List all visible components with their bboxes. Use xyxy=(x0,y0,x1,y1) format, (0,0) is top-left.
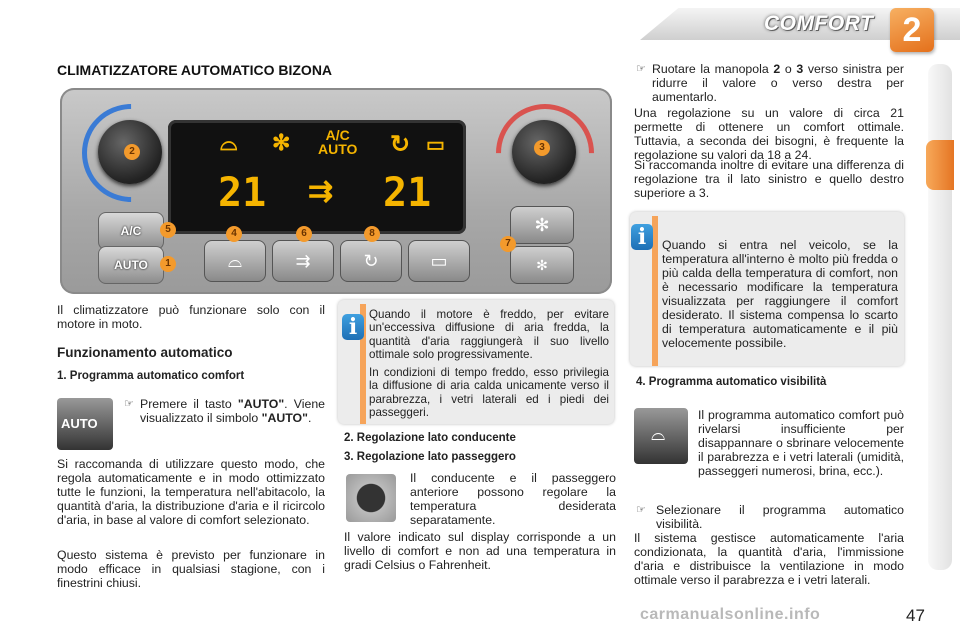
auto-label-1: "AUTO" xyxy=(237,397,285,411)
knob-text: Il conducente e il passeggero anteriore possono regolare la temperatura desiderata separatamente. xyxy=(410,471,616,527)
driver-side-heading: 2. Regolazione lato conducente xyxy=(344,432,516,444)
front-demist-button[interactable] xyxy=(204,240,266,282)
program4-text: Il programma automatico comfort può rivelarsi insufficiente per disappannare o sbrinare velocemente il parabrezza e i vetri laterali (umidità, passeggeri numerosi, brina, ecc.). xyxy=(698,408,904,478)
display-ac-label: A/C xyxy=(325,127,350,143)
rotate-text-a: Ruotare la manopola xyxy=(652,62,774,76)
windscreen-icon: ⌓ xyxy=(220,130,238,155)
intro-text: Il climatizzatore può funzionare solo con il motore in moto. xyxy=(57,303,325,331)
bullet-finger-icon: ☞ xyxy=(636,504,646,516)
marker-7: 7 xyxy=(500,236,516,252)
fan-small-icon: ✻ xyxy=(536,257,548,273)
fan-increase-button[interactable] xyxy=(510,206,574,244)
marker-3: 3 xyxy=(534,140,550,156)
bullet-finger-icon: ☞ xyxy=(636,63,646,75)
col1-para1: Si raccomanda di utilizzare questo modo, che regola automaticamente e in modo ottimizzato tutte le funzioni, la temperatura nell'abitacolo, la quantità d'aria, la distribuzione d'aria e il ricircolo d'aria, in base al valore di comfort selezionato. xyxy=(57,457,325,527)
display-auto-label: AUTO xyxy=(318,141,358,157)
watermark: carmanualsonline.info xyxy=(640,606,821,623)
rotate-knob-2: 2 xyxy=(773,62,781,76)
section-title: COMFORT xyxy=(764,12,874,35)
program4-heading: 4. Programma automatico visibilità xyxy=(636,376,827,388)
tab-comfort[interactable] xyxy=(926,140,954,190)
fan-icon: ✻ xyxy=(272,130,291,155)
air-distribution-icon: ⇉ xyxy=(295,251,311,271)
ac-button[interactable]: A/C xyxy=(98,212,164,250)
marker-5: 5 xyxy=(160,222,176,238)
windscreen-demist-icon: ⌓ xyxy=(651,424,666,444)
passenger-side-heading: 3. Regolazione lato passeggero xyxy=(344,451,516,463)
fan-decrease-button[interactable] xyxy=(510,246,574,284)
rotate-knob-3: 3 xyxy=(796,62,804,76)
windscreen-demist-icon: ⌓ xyxy=(227,251,243,271)
temperature-knob-thumbnail xyxy=(346,474,396,522)
col3-para1: Una regolazione su un valore di circa 21 permette di ottenere un comfort ottimale. Tuttavia, a seconda dei bisogni, è frequente la regolazione su valori da 18 a 24. xyxy=(634,106,904,162)
air-distribution-icon: ⇉ xyxy=(308,175,334,208)
automatic-operation-heading: Funzionamento automatico xyxy=(57,345,233,360)
recirculation-icon: ↻ xyxy=(363,251,379,271)
marker-6: 6 xyxy=(296,226,312,242)
info-cold-engine-text: Quando il motore è freddo, per evitare un'eccessiva diffusione di aria fredda, la quantità d'aria raggiungerà il suo livello ottimale solo progressivamente. xyxy=(369,308,609,362)
rotate-text-o: o xyxy=(780,62,797,76)
select-program-text: Selezionare il programma automatico visibilità. xyxy=(656,503,904,531)
rear-demist-icon: ▭ xyxy=(430,251,448,271)
rear-demist-button[interactable] xyxy=(408,240,470,282)
air-distribution-button[interactable] xyxy=(272,240,334,282)
auto-button-thumbnail xyxy=(57,398,113,450)
info-entering-vehicle-text: Quando si entra nel veicolo, se la temperatura all'interno è molto più fredda o più calda della temperatura di comfort, non è necessario modificare la temperatura visualizzata per raggiungere il comfort desiderato. Il sistema compensa lo scarto di temperatura automaticamente e il più velocemente possibile. xyxy=(662,238,898,350)
bullet-finger-icon: ☞ xyxy=(124,398,134,410)
col2-para: Il valore indicato sul display corrisponde a un livello di comfort e non ad una temperatura in gradi Celsius o Fahrenheit. xyxy=(344,530,616,572)
program1-text-b: . Viene visualizzato il simbolo xyxy=(140,397,325,425)
info-icon: i xyxy=(342,314,364,340)
display-temp-left: 21 xyxy=(218,170,267,216)
rotate-knob-text xyxy=(652,62,904,104)
display-temp-right: 21 xyxy=(383,170,432,216)
chapter-badge: 2 xyxy=(890,8,934,52)
rotate-text-c: verso sinistra per ridurre il valore o verso destra per aumentarlo. xyxy=(652,62,904,104)
auto-label-2: "AUTO" xyxy=(261,411,308,425)
col1-para2: Questo sistema è previsto per funzionare in modo efficace in qualsiasi stagione, con i finestrini chiusi. xyxy=(57,548,325,590)
info-icon: i xyxy=(631,224,653,250)
col3-para3: Il sistema gestisce automaticamente l'aria condizionata, la quantità d'aria, l'immissione d'aria e distribuisce la ventilazione in modo ottimale verso il parabrezza e i vetri laterali. xyxy=(634,531,904,587)
col3-para2: Si raccomanda inoltre di evitare una differenza di regolazione tra il lato sinistro e quello destro superiore a 3. xyxy=(634,158,904,200)
marker-4: 4 xyxy=(226,226,242,242)
marker-8: 8 xyxy=(364,226,380,242)
program1-text xyxy=(140,397,325,425)
marker-2: 2 xyxy=(124,144,140,160)
auto-thumbnail-label: AUTO xyxy=(61,416,98,431)
rear-defrost-icon: ▭ xyxy=(426,134,445,156)
program1-text-c: . xyxy=(307,411,312,425)
visibility-button-thumbnail xyxy=(634,408,688,464)
page-number: 47 xyxy=(906,606,925,625)
program1-heading: 1. Programma automatico comfort xyxy=(57,370,245,382)
recirculation-icon: ↻ xyxy=(390,131,411,158)
fan-large-icon: ✻ xyxy=(534,215,550,235)
recirculation-button[interactable] xyxy=(340,240,402,282)
climate-display xyxy=(168,120,466,234)
info-cold-weather-text: In condizioni di tempo freddo, esso privilegia la diffusione di aria calda unicamente verso il parabrezza, i vetri laterali ed i piedi dei passeggeri. xyxy=(369,366,609,420)
page-title: CLIMATIZZATORE AUTOMATICO BIZONA xyxy=(57,62,333,78)
auto-button[interactable]: AUTO xyxy=(98,246,164,284)
program1-text-a: Premere il tasto xyxy=(140,397,238,411)
display-ac-auto xyxy=(318,128,357,156)
marker-1: 1 xyxy=(160,256,176,272)
